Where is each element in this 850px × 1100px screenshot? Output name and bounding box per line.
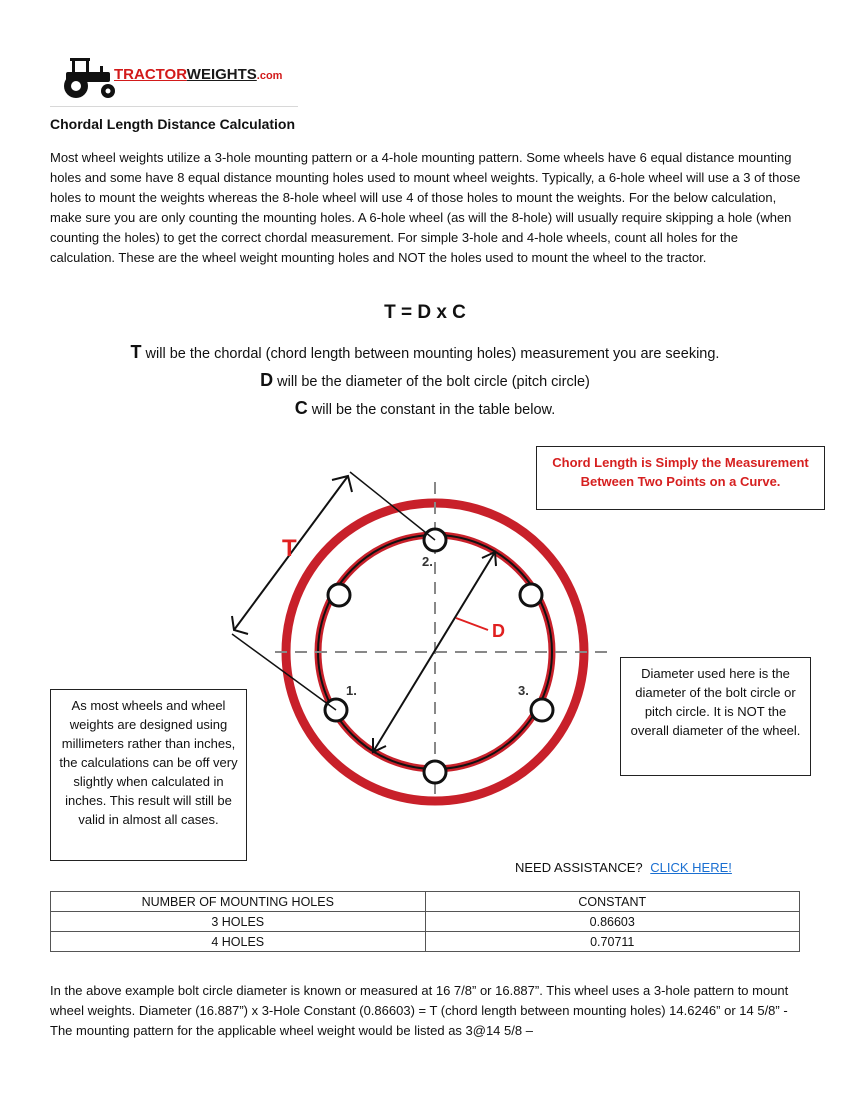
table-row	[51, 932, 800, 952]
definition-t	[0, 342, 850, 363]
definition-c-text: will be the constant in the table below.	[307, 402, 556, 418]
intro-paragraph: Most wheel weights utilize a 3-hole mounting pattern or a 4-hole mounting pattern. Some wheels have 6 equal distance mounting holes and some have 8 equal distance mounting holes used to mount wheel weights. Typically, a 6-hole wheel will use a 3 of those holes to mount the weights whereas the 8-hole wheel will use 4 of those holes to mount the weights. For the below calculation, make sure you are only counting the mounting holes. A 6-hole wheel (as will the 8-hole) will usually require skipping a hole (when counting the holes) to get the correct chordal measurement. For simple 3-hole and 4-hole wheels, count all holes for the calculation. These are the wheel weight mounting holes and NOT the holes used to mount the wheel to the tractor.	[50, 150, 801, 265]
table-cell: 0.70711	[425, 932, 800, 952]
table-cell: 0.86603	[425, 912, 800, 932]
tractor-icon	[62, 56, 118, 100]
table-row	[51, 912, 800, 932]
header-divider	[50, 106, 298, 107]
chord-length-note: Chord Length is Simply the Measurement Between Two Points on a Curve.	[536, 446, 825, 510]
definition-c	[0, 398, 850, 419]
hole-label-3: 3.	[518, 683, 529, 698]
hole-label-1: 1.	[346, 683, 357, 698]
definition-d-text: will be the diameter of the bolt circle (pitch circle)	[273, 374, 590, 390]
logo-text-weights: WEIGHTS	[186, 66, 257, 83]
definition-d	[0, 370, 850, 391]
example-paragraph: In the above example bolt circle diameter is known or measured at 16 7/8” or 16.887”. This wheel uses a 3-hole pattern to mount wheel weights. Diameter (16.887”) x 3-Hole Constant (0.86603) = T (chord length between mounting holes) 14.6246” or 14 5/8” - The mounting pattern for the applicable wheel weight would be listed as 3@14 5/8 –	[50, 983, 789, 1038]
table-header-row	[51, 892, 800, 912]
formula: T = D x C	[384, 302, 466, 323]
logo-text-tractor: TRACTOR	[114, 66, 187, 83]
definition-c-letter: C	[294, 398, 308, 418]
tractorweights-logo[interactable]	[62, 56, 302, 102]
label-t: T	[282, 535, 297, 562]
logo-text-com: .com	[256, 70, 283, 82]
table-header-cell: CONSTANT	[425, 892, 800, 912]
d-leader-line	[456, 618, 488, 630]
mounting-hole-3	[531, 699, 553, 721]
page-title: Chordal Length Distance Calculation	[50, 116, 296, 132]
bolt-circle-diagram	[220, 460, 620, 810]
definition-d-letter: D	[260, 370, 274, 390]
millimeters-note: As most wheels and wheel weights are designed using millimeters rather than inches, the calculations can be off very slightly when calculated in inches. This result will still be valid in almost all cases.	[50, 689, 247, 861]
assistance-prompt: NEED ASSISTANCE?	[515, 860, 643, 875]
bolt-hole	[520, 584, 542, 606]
table-header-cell: NUMBER OF MOUNTING HOLES	[51, 892, 426, 912]
click-here-link[interactable]: CLICK HERE!	[650, 860, 732, 875]
definition-t-letter: T	[130, 342, 142, 362]
t-arrowhead-bottom	[232, 616, 248, 634]
bolt-hole	[328, 584, 350, 606]
assistance-line	[515, 860, 732, 875]
logo-wordmark	[114, 66, 282, 83]
label-d: D	[492, 621, 505, 641]
constants-table	[50, 891, 800, 952]
definition-t-text: will be the chordal (chord length between mounting holes) measurement you are seeking.	[141, 346, 720, 362]
table-cell: 3 HOLES	[51, 912, 426, 932]
hole-label-2: 2.	[422, 554, 433, 569]
table-cell: 4 HOLES	[51, 932, 426, 952]
diameter-note: Diameter used here is the diameter of the bolt circle or pitch circle. It is NOT the overall diameter of the wheel.	[620, 657, 811, 776]
bolt-hole	[424, 761, 446, 783]
